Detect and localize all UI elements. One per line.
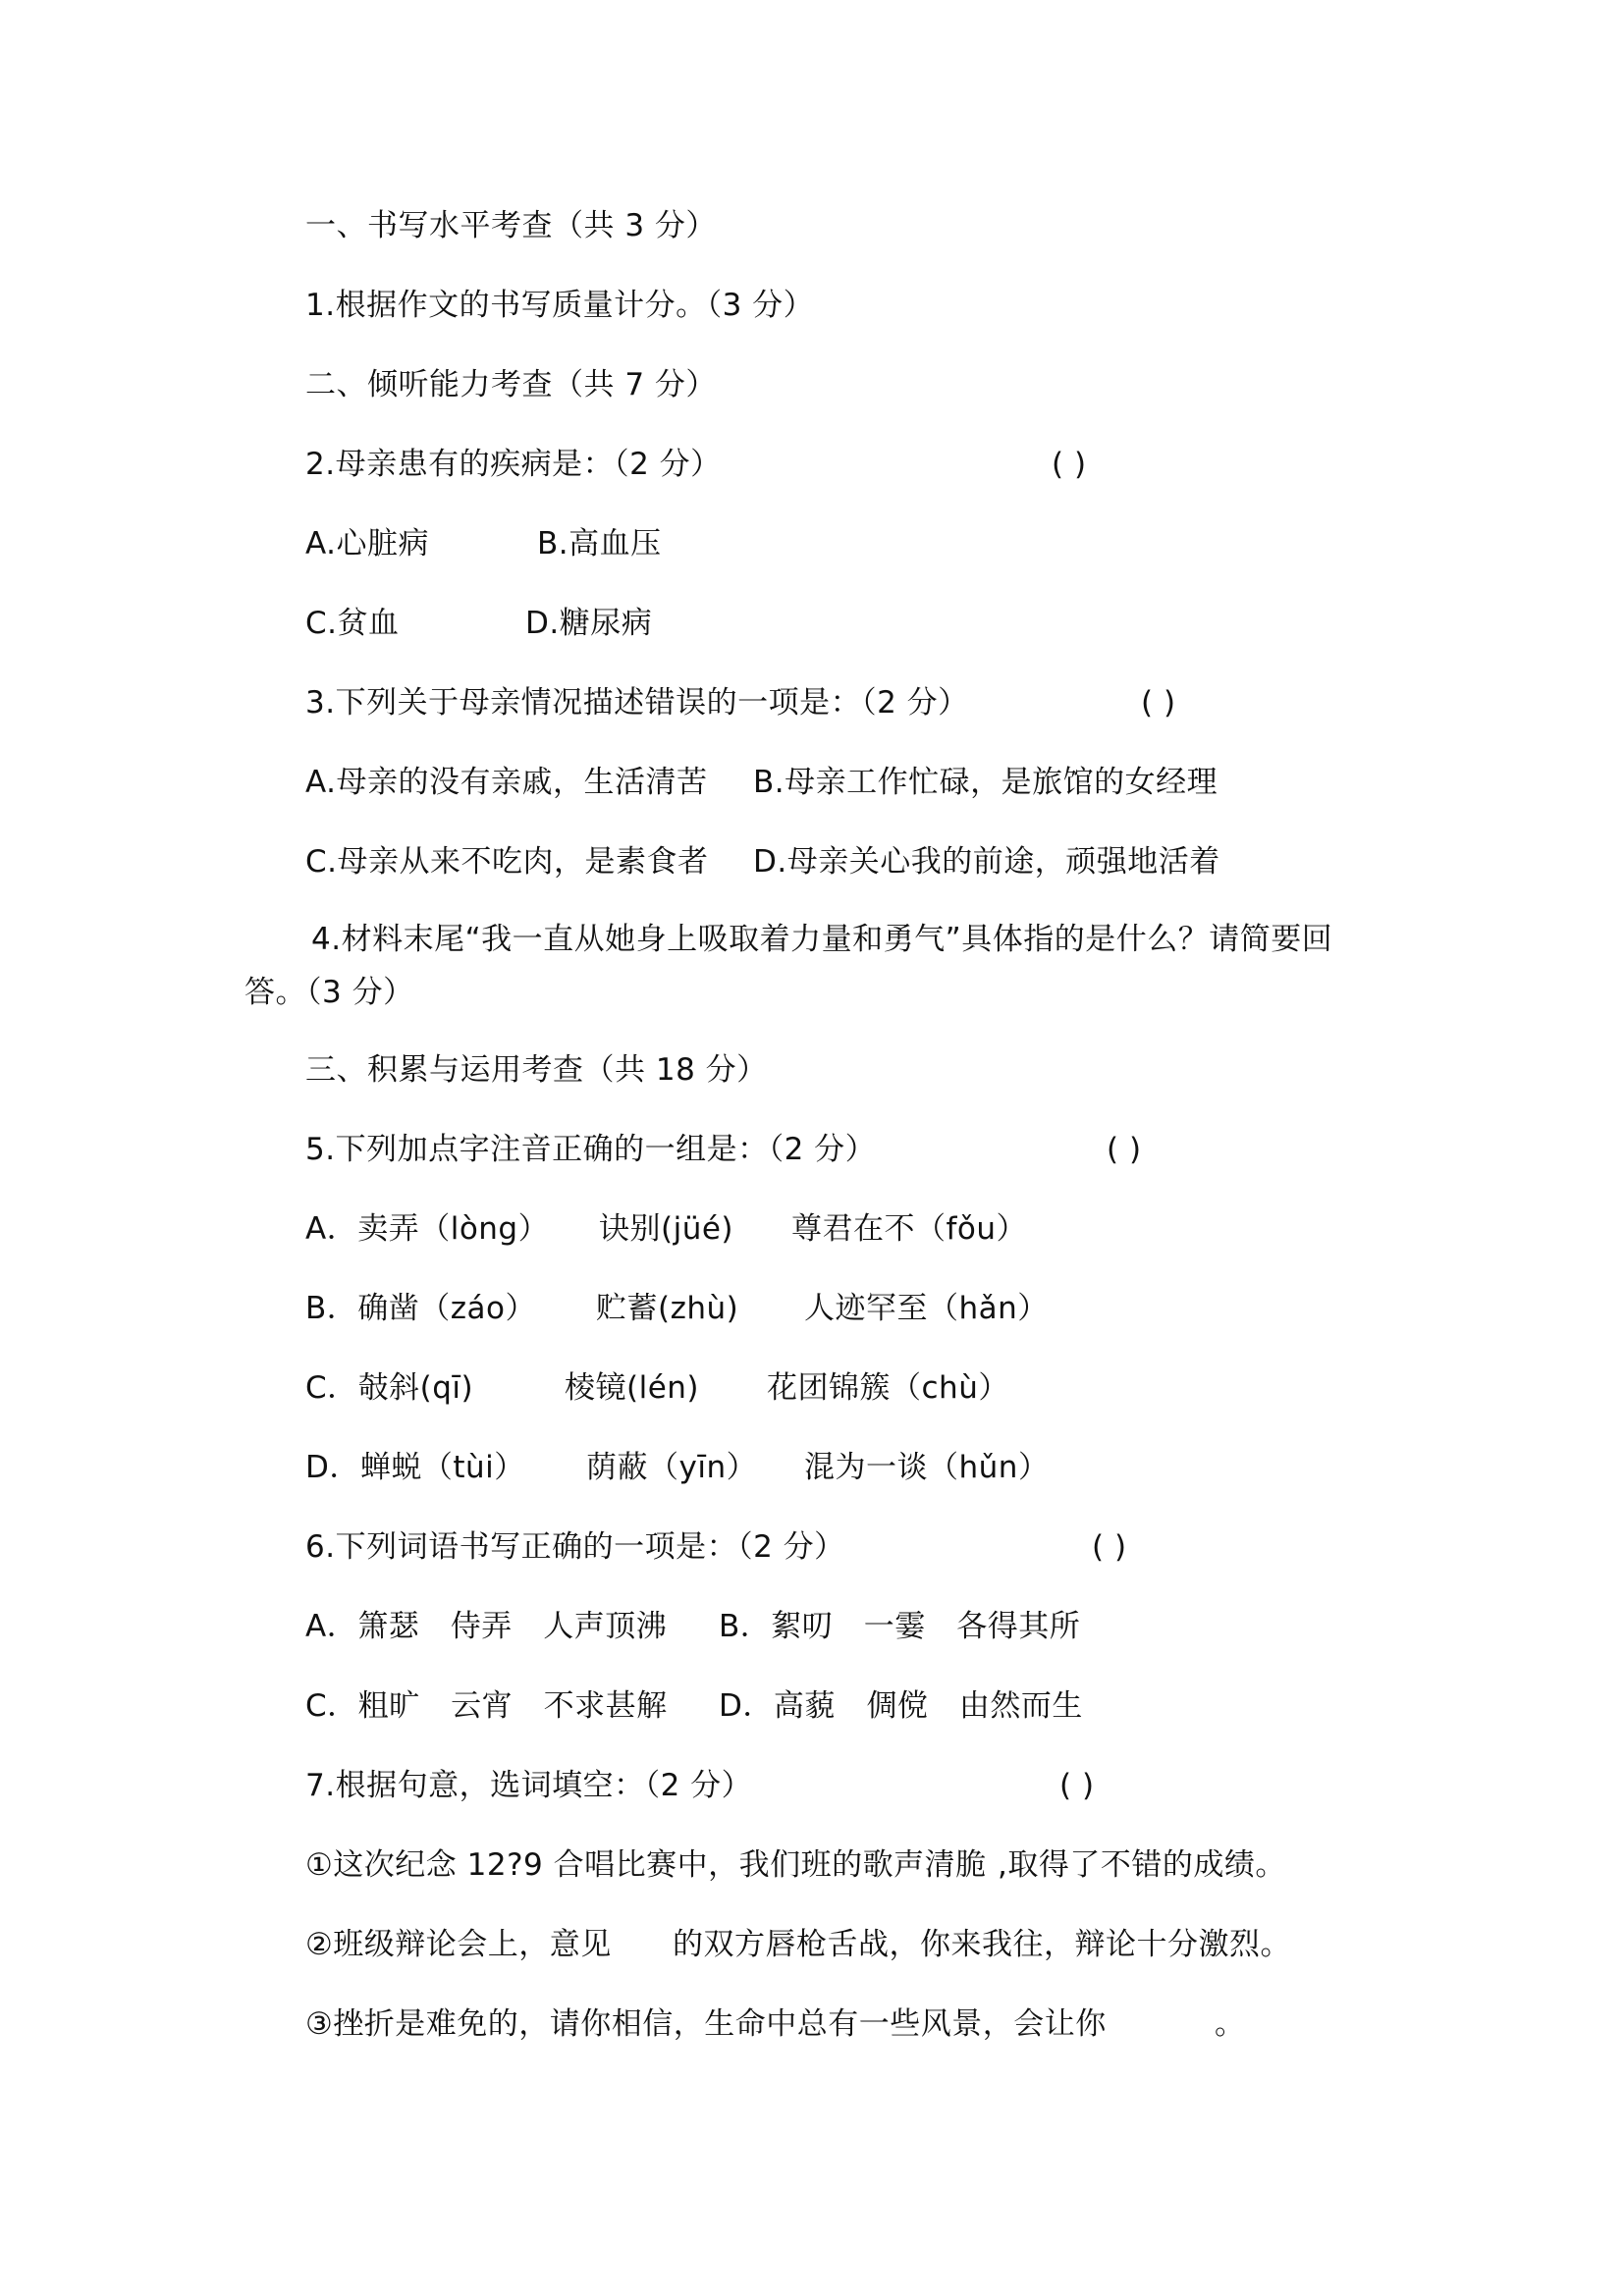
section-3-heading: 三、积累与运用考查（共 18 分） [305,1052,768,1088]
question-4-line-2: 答。（3 分） [244,975,414,1010]
section-1-heading: 一、书写水平考查（共 3 分） [305,208,717,243]
option-a-word-2: 诀别(jüé) [599,1211,734,1247]
option-d: D.母亲关心我的前途，顽强地活着 [753,844,1220,880]
section-2-heading: 二、倾听能力考查（共 7 分） [305,367,717,402]
sentence-1-part-1: ①这次纪念 12?9 合唱比赛中，我们班的歌声清脆 [305,1847,987,1883]
option-b: B.高血压 [537,526,662,561]
option-c-word-2: 棱镜(lén) [565,1370,700,1406]
question-7-text: 7.根据句意，选词填空：（2 分） [305,1768,753,1803]
sentence-3-part-1: ③挫折是难免的，请你相信，生命中总有一些风景，会让你 [305,2006,1107,2042]
option-b: B．絮叨 一霎 各得其所 [719,1609,1081,1644]
option-b: B.母亲工作忙碌，是旅馆的女经理 [753,765,1218,800]
option-c: C.贫血 [305,606,400,641]
option-a-word-1: A．卖弄（lòng） [305,1211,550,1247]
option-d-word-1: D．蝉蜕（tùi） [305,1450,525,1485]
question-6-stem [305,1527,1127,1567]
sentence-1-part-2: ,取得了不错的成绩。 [998,1847,1286,1883]
option-d: D．高藐 倜傥 由然而生 [719,1688,1083,1724]
question-5-text: 5.下列加点字注音正确的一组是：（2 分） [305,1132,877,1167]
answer-bracket[interactable]: ( ) [1141,685,1176,721]
question-4-line-1: 4.材料末尾“我一直从她身上吸取着力量和勇气”具体指的是什么？请简要回 [311,922,1333,957]
question-1-stem: 1.根据作文的书写质量计分。（3 分） [305,288,815,323]
sentence-2-part-1: ②班级辩论会上，意见 [305,1927,612,1962]
question-6-text: 6.下列词语书写正确的一项是：（2 分） [305,1529,845,1565]
option-a: A．箫瑟 侍弄 人声顶沸 [305,1609,668,1644]
option-c: C．粗旷 云宵 不求甚解 [305,1688,668,1724]
question-7-stem [305,1766,1095,1805]
sentence-2-part-2: 的双方唇枪舌战，你来我往，辩论十分激烈。 [673,1927,1291,1962]
question-3-stem [305,683,1176,722]
option-b-word-2: 贮蓄(zhù) [596,1291,739,1326]
option-a-word-3: 尊君在不（fǒu） [791,1211,1028,1247]
option-b-word-3: 人迹罕至（hǎn） [804,1291,1049,1326]
option-b-word-1: B．确凿（záo） [305,1291,537,1326]
option-c: C.母亲从来不吃肉，是素食者 [305,844,709,880]
sentence-3-part-2: 。 [1215,2006,1246,2042]
option-d: D.糖尿病 [525,606,653,641]
answer-bracket[interactable]: ( ) [1059,1768,1095,1803]
answer-bracket[interactable]: ( ) [1092,1529,1127,1565]
option-d-word-2: 荫蔽（yīn） [586,1450,758,1485]
option-a: A.心脏病 [305,526,430,561]
option-d-word-3: 混为一谈（hǔn） [804,1450,1050,1485]
question-2-stem [305,445,1087,484]
answer-bracket[interactable]: ( ) [1052,447,1087,482]
question-2-text: 2.母亲患有的疾病是：（2 分） [305,447,722,482]
answer-bracket[interactable]: ( ) [1107,1132,1142,1167]
question-3-text: 3.下列关于母亲情况描述错误的一项是：（2 分） [305,685,969,721]
option-c-word-1: C．攲斜(qī) [305,1370,474,1406]
option-c-word-3: 花团锦簇（chù） [767,1370,1009,1406]
option-a: A.母亲的没有亲戚，生活清苦 [305,765,708,800]
question-5-stem [305,1130,1142,1169]
